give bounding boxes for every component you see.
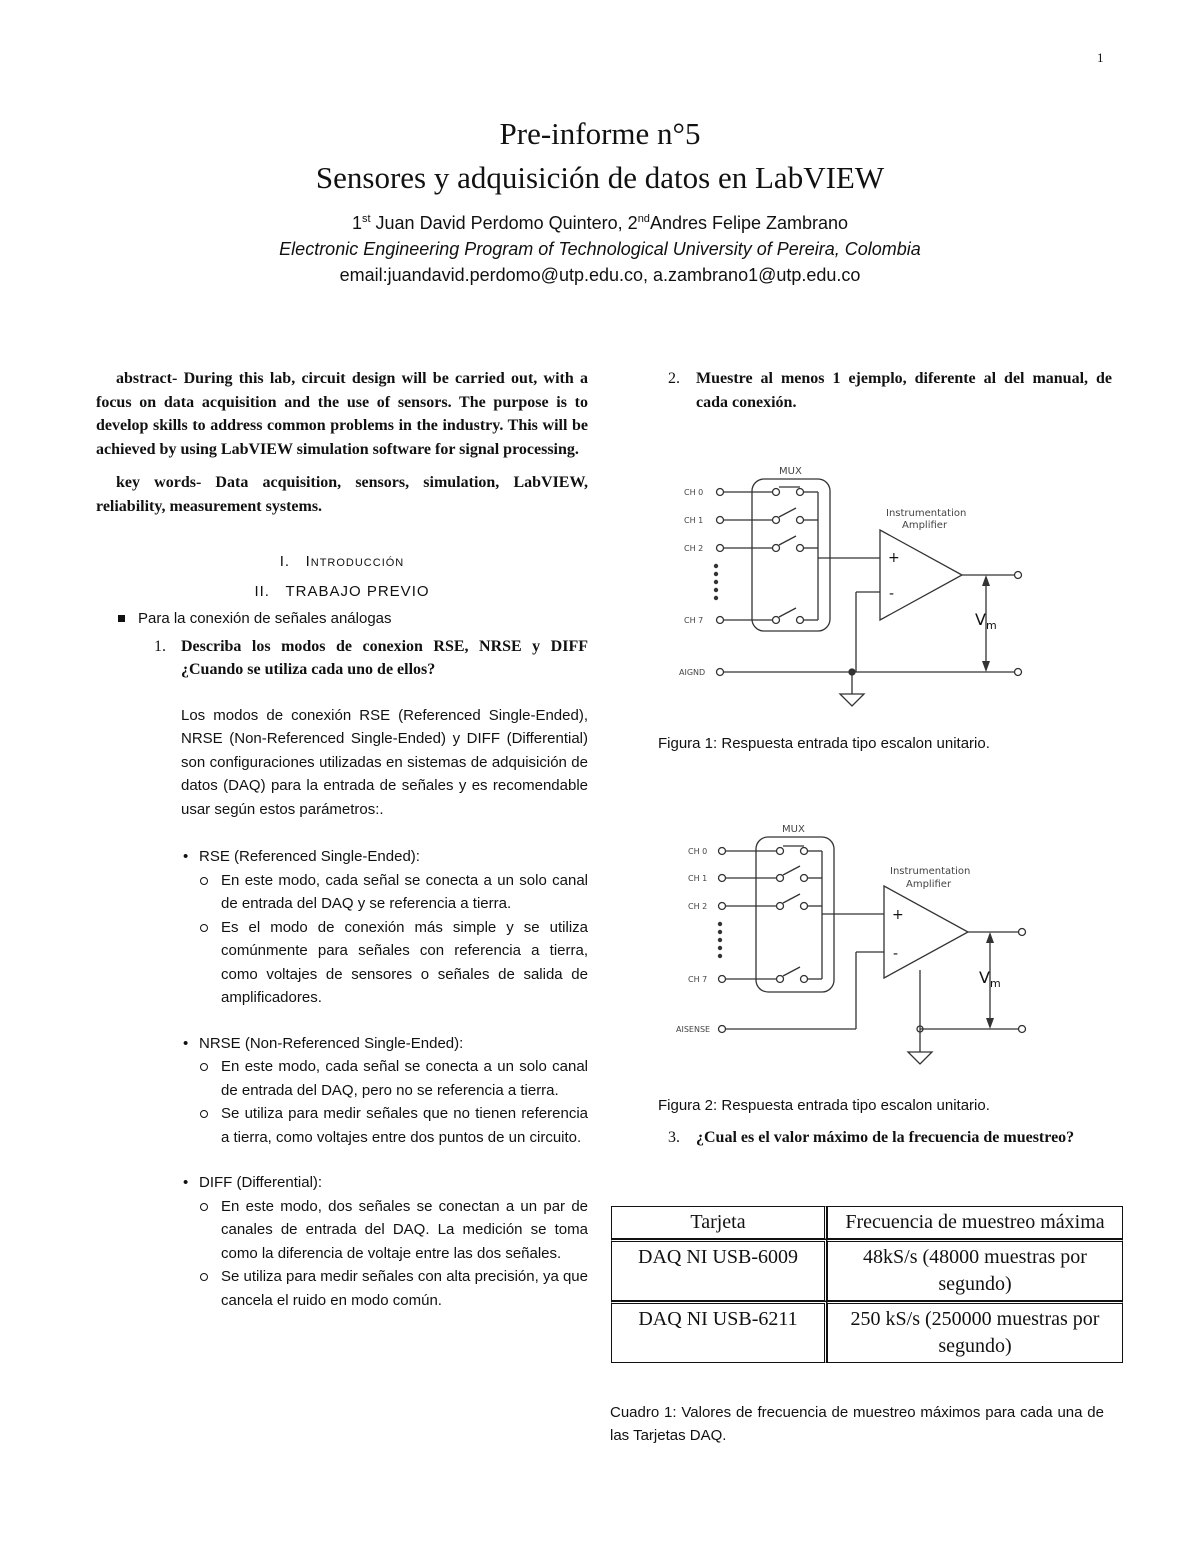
left-column (96, 367, 588, 1312)
vm-label (975, 610, 997, 632)
vm-v: V (979, 968, 990, 987)
rse-subitem (96, 916, 588, 1010)
figure-2-caption: Figura 2: Respuesta entrada tipo escalon unitario. (658, 1097, 990, 1114)
section-introduccion (96, 550, 588, 574)
circle-bullet-icon (200, 924, 208, 932)
aisense-terminal (719, 1026, 726, 1033)
question-3-text: ¿Cual es el valor máximo de la frecuencia de muestreo? (696, 1129, 1075, 1146)
table-cell: 250 kS/s (250000 muestras por segundo) (827, 1301, 1123, 1363)
ground-out-terminal (1019, 1026, 1026, 1033)
table-header-row (611, 1206, 1123, 1239)
author2-number: 2 (627, 213, 638, 233)
ch7-label: CH 7 (688, 975, 708, 984)
author2-name: Andres Felipe Zambrano (649, 213, 849, 233)
ch2-label: CH 2 (684, 544, 704, 553)
aignd-label: AIGND (679, 668, 706, 677)
keywords: key words- Data acquisition, sensors, simulation, LabVIEW, reliability, measurement systems. (96, 474, 588, 515)
vm-v: V (975, 610, 986, 629)
section-1-number: I. (279, 553, 291, 570)
sampling-rate-table (611, 1206, 1123, 1363)
author2-ordinal: nd (637, 213, 650, 225)
list-item-rse (96, 845, 588, 869)
list-item-diff (96, 1171, 588, 1195)
amplifier-triangle (880, 530, 962, 620)
ch7-terminal (717, 617, 724, 624)
analog-label: Para la conexión de señales análogas (138, 610, 392, 627)
table-header-cell: Tarjeta (611, 1206, 827, 1239)
question-1-text: Describa los modos de conexion RSE, NRSE y DIFF ¿Cuando se utiliza cada uno de ellos? (181, 637, 588, 678)
section-2-title: TRABAJO PREVIO (285, 582, 430, 600)
plus-sign: + (888, 550, 900, 566)
diff-subitem (96, 1195, 588, 1266)
figure-2-nrse-diagram (676, 820, 1036, 1080)
ch0-terminal (719, 848, 726, 855)
table-row (611, 1301, 1123, 1363)
ch2-label: CH 2 (688, 902, 708, 911)
vm-sub: m (985, 619, 997, 632)
ch0-terminal (717, 489, 724, 496)
circle-bullet-icon (200, 1110, 208, 1118)
vout-terminal (1015, 572, 1022, 579)
question-3 (612, 1126, 1112, 1150)
paper-title (0, 112, 1200, 200)
square-bullet-icon (118, 615, 125, 622)
diff-text-1: En este modo, dos señales se conectan a un par de canales de entrada del DAQ. La medición se toma como la diferencia de voltaje entre las dos señales. (221, 1197, 588, 1262)
aignd-terminal (717, 669, 724, 676)
question-3-number: 3. (668, 1129, 680, 1146)
title-line-1: Pre-informe n°5 (499, 116, 701, 151)
circle-bullet-icon (200, 1063, 208, 1071)
diff-subitem (96, 1265, 588, 1312)
circle-bullet-icon (200, 1273, 208, 1281)
ground-icon (840, 694, 864, 706)
question-2-text: Muestre al menos 1 ejemplo, diferente al del manual, de cada conexión. (696, 370, 1112, 411)
minus-sign: - (889, 586, 895, 602)
table-cell: DAQ NI USB-6009 (611, 1239, 827, 1301)
ch1-label: CH 1 (688, 874, 708, 883)
question-2 (612, 367, 1112, 414)
circle-bullet-icon (200, 877, 208, 885)
vm-sub: m (989, 977, 1001, 990)
aisense-label: AISENSE (676, 1025, 711, 1034)
affiliation: Electronic Engineering Program of Technological University of Pereira, Colombia (279, 239, 921, 259)
mux-label: MUX (779, 466, 802, 477)
ground-out-terminal (1015, 669, 1022, 676)
ch7-terminal (719, 976, 726, 983)
ch1-terminal (719, 875, 726, 882)
ground-icon (908, 1052, 932, 1064)
author1-name: Juan David Perdomo Quintero, (370, 213, 628, 233)
diff-text-2: Se utiliza para medir señales con alta precisión, ya que cancela el ruido en modo común. (221, 1268, 588, 1309)
question-1-number: 1. (154, 637, 166, 655)
plus-sign: + (892, 907, 904, 923)
list-item-nrse (96, 1032, 588, 1056)
amp-label-1: Instrumentation (890, 866, 971, 877)
table-header-cell: Frecuencia de muestreo máxima (827, 1206, 1123, 1239)
ch0-label: CH 0 (684, 488, 704, 497)
table-row (611, 1239, 1123, 1301)
ch1-label: CH 1 (684, 516, 704, 525)
amp-label-2: Amplifier (906, 879, 952, 890)
author1-ordinal: st (361, 213, 371, 225)
rse-text-2: Es el modo de conexión más simple y se utiliza comúnmente para señales con referencia a tierra, como voltajes de sensores o señales de salida de amplificadores. (221, 918, 588, 1006)
vm-label (979, 968, 1001, 990)
section-2-number: II. (254, 582, 270, 600)
ch1-terminal (717, 517, 724, 524)
minus-sign: - (893, 946, 899, 962)
list-item-analog (96, 607, 588, 631)
nrse-text-1: En este modo, cada señal se conecta a un solo canal de entrada del DAQ, pero no se referencia a tierra. (221, 1058, 588, 1099)
circle-bullet-icon (200, 1203, 208, 1211)
dot-bullet-icon: • (183, 1174, 189, 1191)
section-trabajo-previo (96, 580, 588, 604)
rse-subitem (96, 869, 588, 916)
email-line: email:juandavid.perdomo@utp.edu.co, a.zambrano1@utp.edu.co (339, 265, 861, 285)
amp-label-2: Amplifier (902, 520, 948, 531)
authors-block (0, 206, 1200, 288)
table-cell: DAQ NI USB-6211 (611, 1301, 827, 1363)
dot-bullet-icon: • (183, 848, 189, 865)
section-1-title: Introducción (305, 553, 405, 570)
nrse-subitem (96, 1102, 588, 1149)
figure-1-rse-diagram (676, 462, 1036, 712)
ch7-label: CH 7 (684, 616, 704, 625)
abstract: abstract- During this lab, circuit design will be carried out, with a focus on data acquisition and the use of sensors. The purpose is to develop skills to address common problems in the industry. This will be achieved by using LabVIEW simulation software for signal processing. (96, 370, 588, 458)
amp-label-1: Instrumentation (886, 508, 967, 519)
question-2-number: 2. (668, 370, 680, 387)
mux-label: MUX (782, 824, 805, 835)
dot-bullet-icon: • (183, 1034, 189, 1052)
question-3-block (612, 1126, 1112, 1150)
page-number: 1 (1097, 50, 1104, 65)
amplifier-triangle (884, 886, 968, 978)
table-cell: 48kS/s (48000 muestras por segundo) (827, 1239, 1123, 1301)
figure-1-caption: Figura 1: Respuesta entrada tipo escalon unitario. (658, 735, 990, 752)
vout-terminal (1019, 929, 1026, 936)
nrse-subitem (96, 1055, 588, 1102)
question-1-answer: Los modos de conexión RSE (Referenced Single-Ended), NRSE (Non-Referenced Single-Ended) y DIFF (Differential) son configuraciones utilizadas en sistemas de adquisición de datos (DAQ) para la entrada de señales y es recomendable usar según estos parámetros:. (181, 706, 588, 818)
table-caption: Cuadro 1: Valores de frecuencia de muestreo máximos para cada una de las Tarjetas DAQ. (610, 1404, 1104, 1444)
ch0-label: CH 0 (688, 847, 708, 856)
rse-text-1: En este modo, cada señal se conecta a un solo canal de entrada del DAQ y se referencia a tierra. (221, 871, 588, 912)
nrse-text-2: Se utiliza para medir señales que no tienen referencia a tierra, como voltajes entre dos puntos de un circuito. (221, 1105, 588, 1146)
diff-label: DIFF (Differential): (199, 1174, 323, 1191)
author-line (0, 206, 1200, 236)
author1-number: 1 (351, 213, 362, 233)
nrse-label: NRSE (Non-Referenced Single-Ended): (199, 1034, 464, 1052)
ch2-terminal (719, 903, 726, 910)
rse-label: RSE (Referenced Single-Ended): (199, 848, 420, 865)
question-1 (96, 635, 588, 682)
title-line-2: Sensores y adquisición de datos en LabVIEW (315, 160, 885, 195)
right-column (612, 367, 1112, 414)
ch2-terminal (717, 545, 724, 552)
